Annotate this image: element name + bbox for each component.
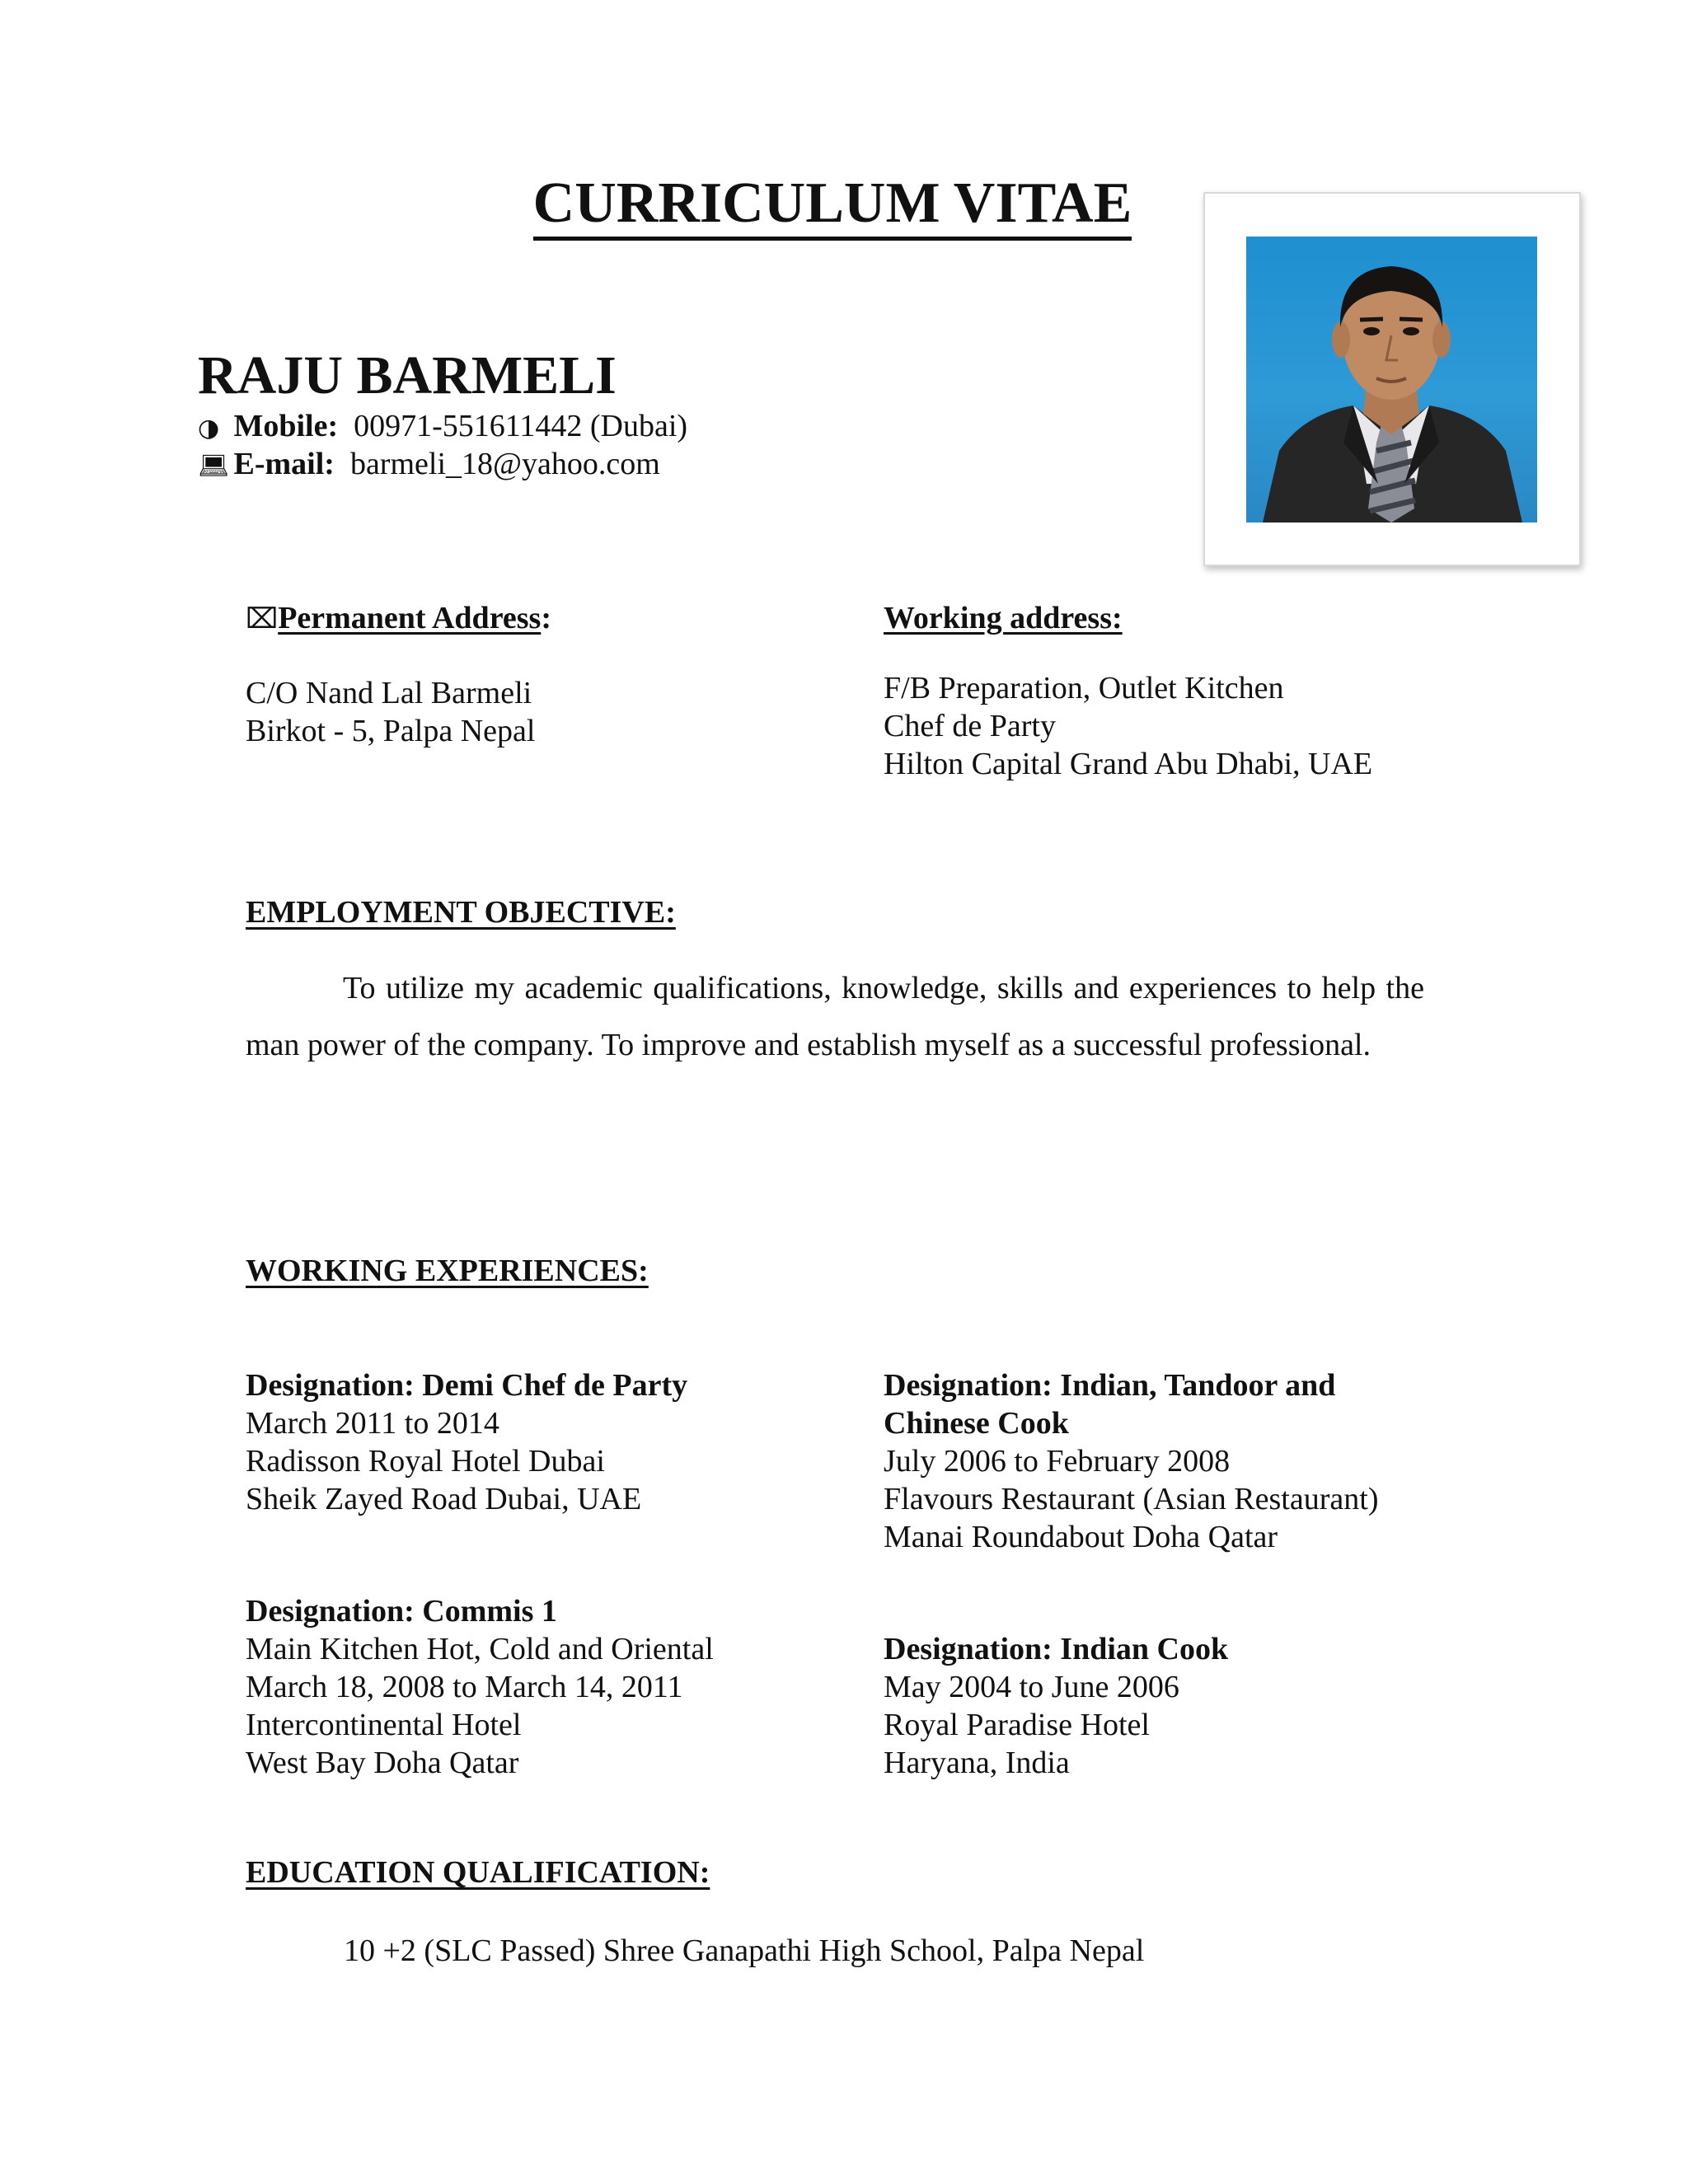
email-label: E-mail: <box>233 447 335 481</box>
document-title: CURRICULUM VITAE <box>0 169 1665 238</box>
experience-heading: WORKING EXPERIENCES: <box>246 1254 649 1288</box>
job-designation: Designation: Indian Cook <box>884 1632 1229 1666</box>
job-line: Flavours Restaurant (Asian Restaurant) <box>884 1482 1379 1516</box>
permanent-address-line-2: Birkot - 5, Palpa Nepal <box>246 714 536 748</box>
job-designation-cont: Chinese Cook <box>884 1406 1069 1441</box>
email-value: barmeli_18@yahoo.com <box>349 447 660 481</box>
job-line: Haryana, India <box>884 1746 1070 1780</box>
job-line: Intercontinental Hotel <box>246 1708 522 1742</box>
working-address-heading: Working address: <box>884 601 1123 635</box>
mobile-value: 00971-551611442 (Dubai) <box>354 409 688 443</box>
envelope-icon: ⌧ <box>246 602 279 635</box>
job-line: Royal Paradise Hotel <box>884 1708 1150 1742</box>
job-line: Manai Roundabout Doha Qatar <box>884 1520 1278 1554</box>
job-indian-cook <box>884 1630 1228 1782</box>
profile-photo <box>1246 237 1537 523</box>
permanent-address-line-1: C/O Nand Lal Barmeli <box>246 676 532 710</box>
job-designation: Designation: Commis 1 <box>246 1594 557 1629</box>
candidate-name: RAJU BARMELI <box>198 345 617 405</box>
education-line: 10 +2 (SLC Passed) Shree Ganapathi High School, Palpa Nepal <box>344 1933 1145 1968</box>
permanent-address-heading: ⌧Permanent Address: <box>246 601 551 635</box>
working-address-line-3: Hilton Capital Grand Abu Dhabi, UAE <box>884 747 1373 781</box>
job-line: March 2011 to 2014 <box>246 1406 499 1441</box>
email-line <box>198 446 660 484</box>
objective-heading: EMPLOYMENT OBJECTIVE: <box>246 895 676 930</box>
job-designation: Designation: Demi Chef de Party <box>246 1368 688 1403</box>
objective-text: To utilize my academic qualifications, knowledge, skills and experiences to help the man power of the company. To improve and establish myself as a successful professional. <box>246 971 1424 1062</box>
portrait-illustration <box>1246 237 1537 523</box>
job-indian-tandoor-chinese-cook <box>884 1366 1378 1556</box>
phone-icon: ◑ <box>198 414 220 443</box>
mobile-label: Mobile: <box>233 409 339 443</box>
job-line: Radisson Royal Hotel Dubai <box>246 1444 605 1479</box>
mobile-line <box>198 408 687 446</box>
job-commis-1 <box>246 1592 714 1782</box>
job-line: March 18, 2008 to March 14, 2011 <box>246 1670 683 1704</box>
profile-photo-frame <box>1203 192 1581 566</box>
job-line: West Bay Doha Qatar <box>246 1746 519 1780</box>
job-line: Main Kitchen Hot, Cold and Oriental <box>246 1632 714 1666</box>
computer-icon: 💻︎ <box>198 452 230 480</box>
job-demi-chef <box>246 1366 687 1518</box>
job-line: May 2004 to June 2006 <box>884 1670 1179 1704</box>
job-line: Sheik Zayed Road Dubai, UAE <box>246 1482 642 1516</box>
working-address-line-1: F/B Preparation, Outlet Kitchen <box>884 671 1284 705</box>
job-designation: Designation: Indian, Tandoor and <box>884 1368 1336 1403</box>
education-heading: EDUCATION QUALIFICATION: <box>246 1855 710 1890</box>
working-address-line-2: Chef de Party <box>884 709 1056 743</box>
job-line: July 2006 to February 2008 <box>884 1444 1231 1479</box>
